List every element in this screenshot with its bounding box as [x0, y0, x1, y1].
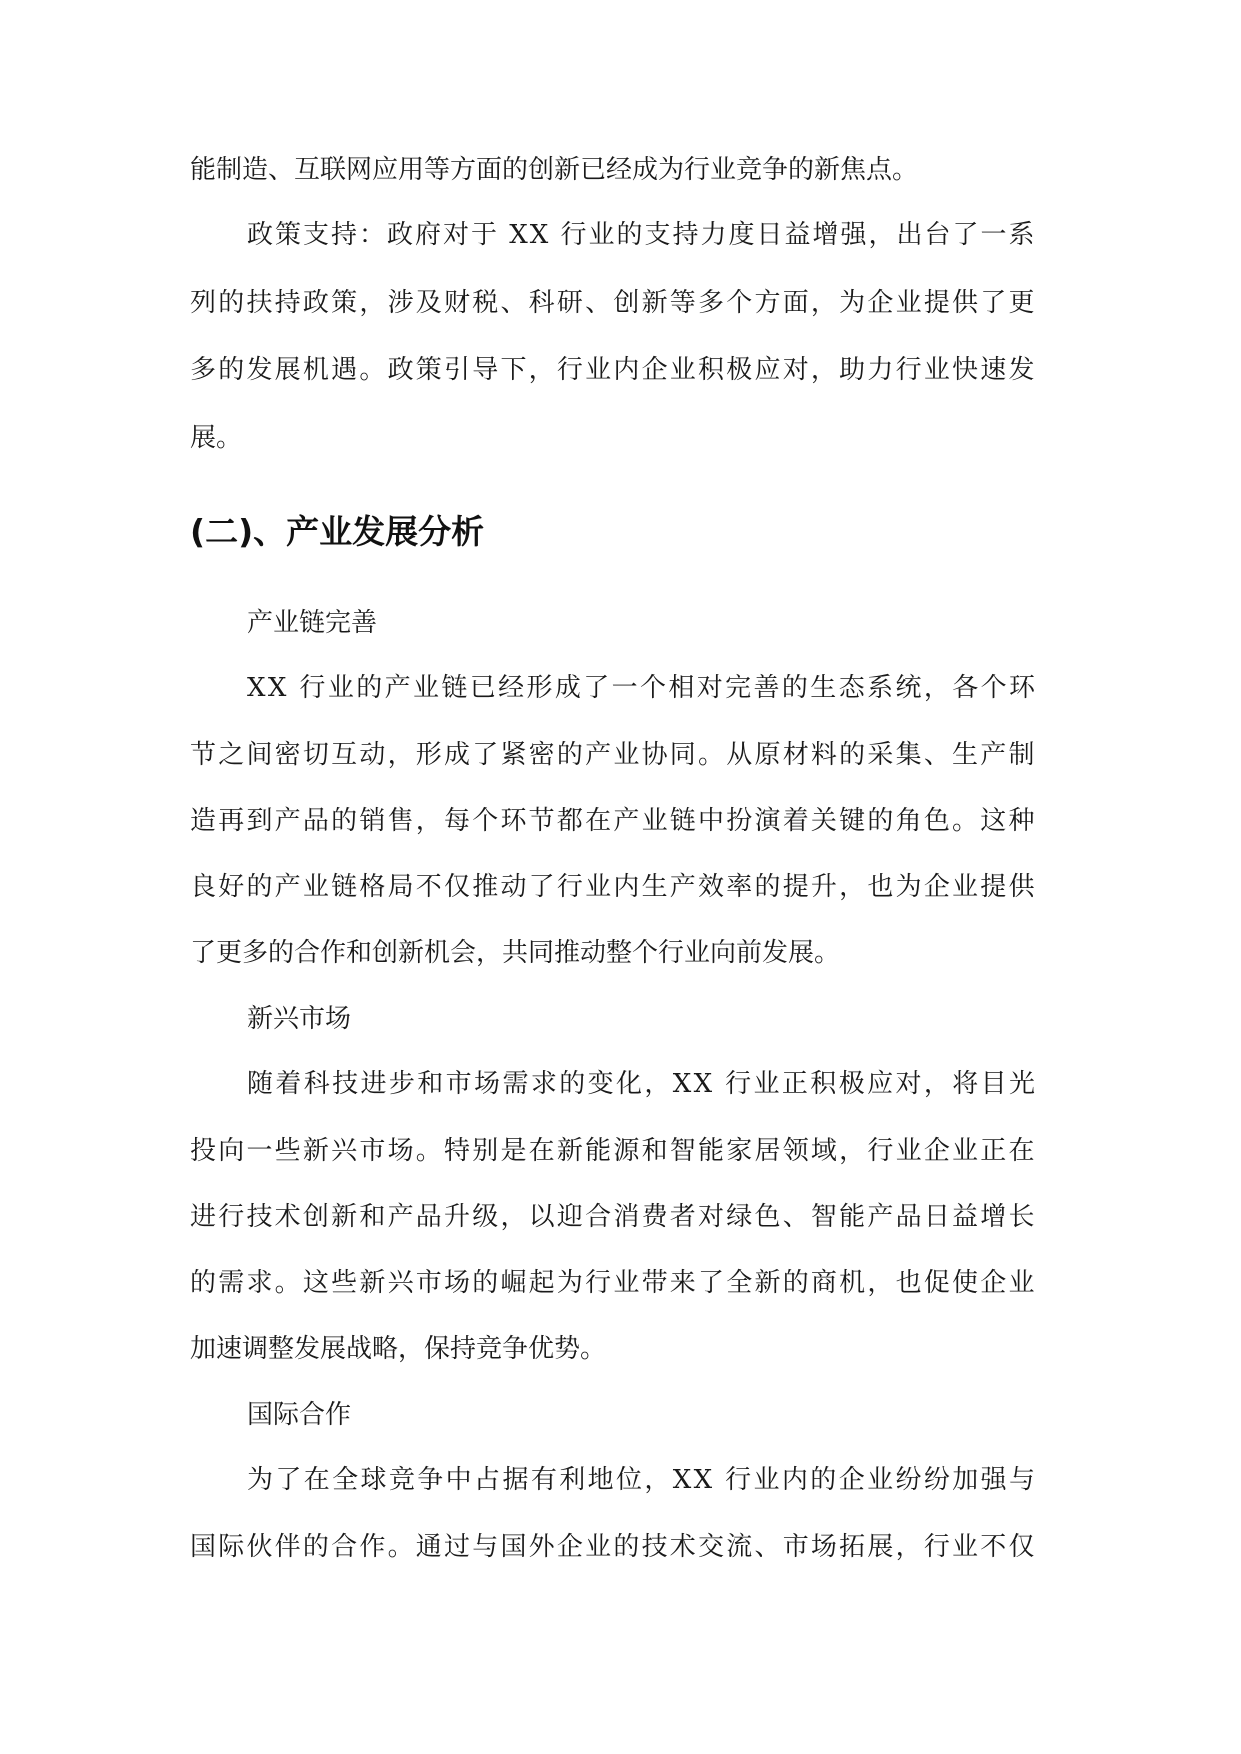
subsection-title: 产业链完善 [247, 608, 378, 638]
line-text: 造再到产品的销售，每个环节都在产业链中扮演着关键的角色。这种 [190, 806, 1037, 836]
body-line [247, 1069, 1049, 1099]
line-text: 节之间密切互动，形成了紧密的产业协同。从原材料的采集、生产制 [190, 740, 1037, 770]
body-line [247, 673, 1049, 703]
line-text: 进行技术创新和产品升级，以迎合消费者对绿色、智能产品日益增长 [190, 1202, 1037, 1232]
body-line [190, 1202, 1049, 1232]
body-line [247, 1465, 1049, 1495]
section-heading: (二)、产业发展分析 [190, 512, 485, 551]
line-text: 投向一些新兴市场。特别是在新能源和智能家居领域，行业企业正在 [190, 1136, 1037, 1166]
body-line [190, 872, 1049, 902]
line-text: 的需求。这些新兴市场的崛起为行业带来了全新的商机，也促使企业 [190, 1268, 1037, 1298]
subsection-title: 国际合作 [247, 1400, 352, 1430]
body-line: 展。 [190, 423, 243, 453]
line-text: 国际伙伴的合作。通过与国外企业的技术交流、市场拓展，行业不仅 [190, 1532, 1037, 1562]
line-text: 列的扶持政策，涉及财税、科研、创新等多个方面，为企业提供了更 [190, 288, 1037, 318]
line-text: XX 行业的产业链已经形成了一个相对完善的生态系统，各个环 [247, 673, 1038, 703]
body-line [190, 1532, 1049, 1562]
subsection-title: 新兴市场 [247, 1004, 352, 1034]
body-line [190, 740, 1049, 770]
line-text: 良好的产业链格局不仅推动了行业内生产效率的提升，也为企业提供 [190, 872, 1037, 902]
body-line [190, 288, 1049, 318]
body-line [190, 1268, 1049, 1298]
body-line [190, 355, 1049, 385]
body-line: 能制造、互联网应用等方面的创新已经成为行业竞争的新焦点。 [190, 155, 919, 185]
body-line: 加速调整发展战略，保持竞争优势。 [190, 1334, 607, 1364]
body-line [190, 1136, 1049, 1166]
line-text: 政策支持：政府对于 XX 行业的支持力度日益增强，出台了一系 [247, 220, 1037, 250]
body-line [247, 220, 1049, 250]
line-text: 多的发展机遇。政策引导下，行业内企业积极应对，助力行业快速发 [190, 355, 1037, 385]
line-text: 为了在全球竞争中占据有利地位，XX 行业内的企业纷纷加强与 [247, 1465, 1038, 1495]
body-line: 了更多的合作和创新机会，共同推动整个行业向前发展。 [190, 938, 841, 968]
line-text: 随着科技进步和市场需求的变化，XX 行业正积极应对，将目光 [247, 1069, 1038, 1099]
body-line [190, 806, 1049, 836]
